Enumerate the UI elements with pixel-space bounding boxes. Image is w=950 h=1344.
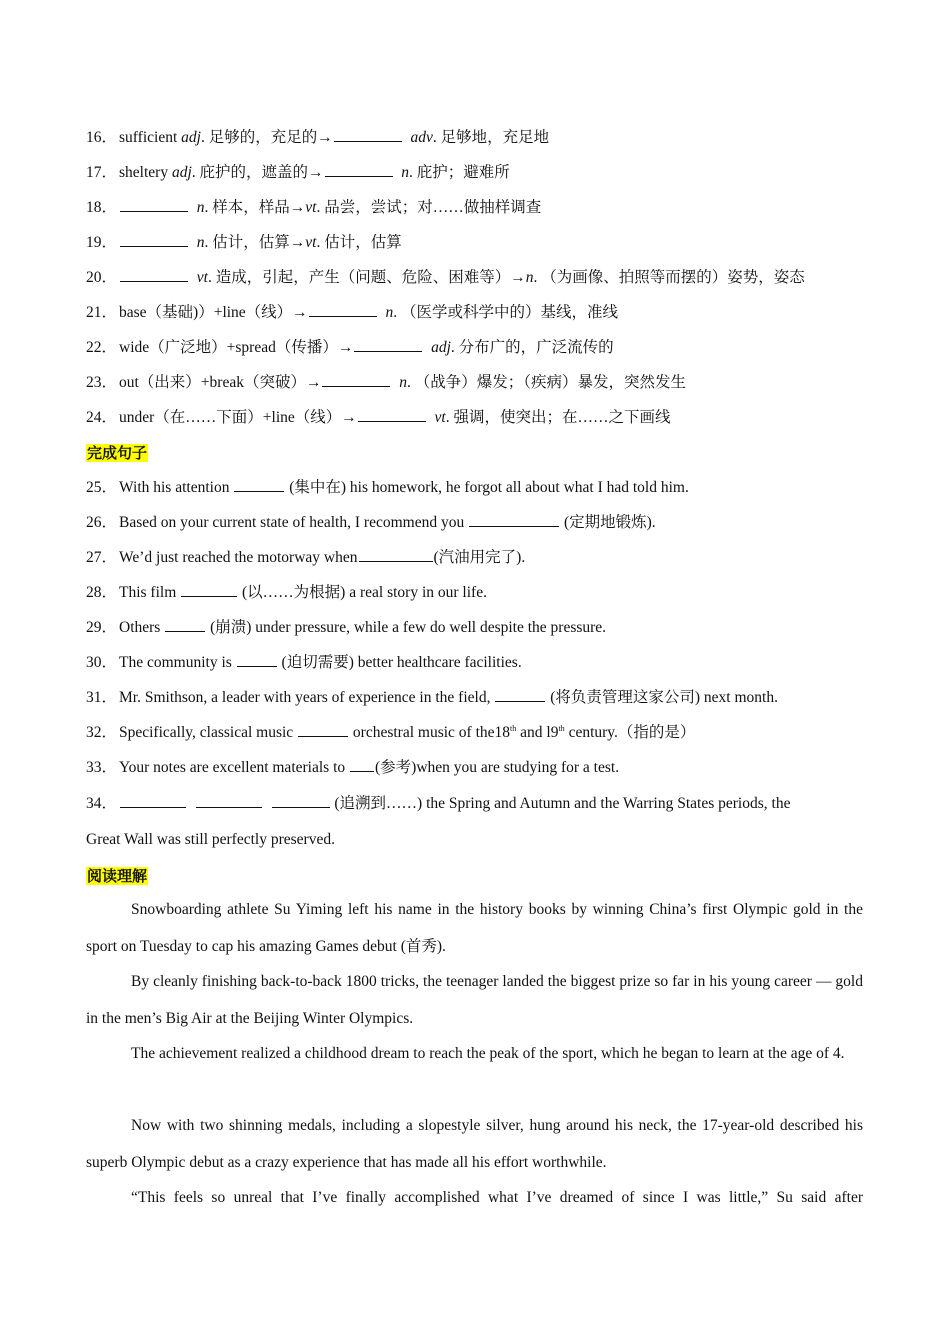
text: century.（指的是） [564,724,696,741]
text: . （为画像、拍照等而摆的）姿势，姿态 [533,269,805,286]
sentence-item-26 [86,512,862,533]
answer-blank[interactable] [120,267,188,282]
pos: adv [410,129,433,146]
pos: n [196,199,205,216]
vocab-item-17 [86,162,862,183]
answer-blank[interactable] [165,617,205,632]
reading-paragraph-1 [86,891,863,965]
item-number: 19． [86,234,118,251]
answer-blank[interactable] [237,652,277,667]
pos: n [401,164,410,181]
paragraph-text: The achievement realized a childhood dream to reach the peak of the sport, which he began to learn at the age of 4. [131,1045,845,1062]
answer-blank[interactable] [350,757,374,772]
text: This film [119,584,181,601]
answer-blank[interactable] [325,162,393,177]
text: Mr. Smithson, a leader with years of experience in the field, [119,689,495,706]
pos: adj [181,129,201,146]
vocab-item-21 [86,302,862,323]
text: Specifically, classical music [119,724,298,741]
text: . 分布广的，广泛流传的 [450,339,614,356]
text: sheltery [119,164,172,181]
answer-blank[interactable] [120,197,188,212]
answer-blank[interactable] [309,302,377,317]
sentence-item-30 [86,652,862,673]
text: . 样本，样品→ [204,199,306,216]
answer-blank[interactable] [181,582,237,597]
vocab-item-22 [86,337,862,358]
paragraph-text: “This feels so unreal that I’ve finally accomplished what I’ve dreamed of since I was little,” Su said after [131,1189,863,1206]
text: base（基础)）+line（线）→ [119,304,308,321]
text: . 足够地，充足地 [432,129,550,146]
text: (将负责管理这家公司) next month. [546,689,778,706]
vocab-item-16 [86,127,862,148]
item-number: 31． [86,689,118,706]
item-number: 28． [86,584,118,601]
item-number: 30． [86,654,118,671]
text: (定期地锻炼). [560,514,656,531]
pos: vt [305,234,317,251]
superscript: th [558,723,565,733]
pos: adj [171,164,192,181]
vocab-item-23 [86,372,862,393]
item-number: 26． [86,514,118,531]
text: The community is [119,654,236,671]
answer-blank[interactable] [120,232,188,247]
sentence-item-27 [86,547,862,568]
reading-paragraph-5 [86,1179,863,1216]
answer-blank[interactable] [334,127,402,142]
vocab-item-20 [86,267,862,288]
item-number: 29． [86,619,118,636]
pos: vt [434,409,446,426]
text: and l9 [516,724,559,741]
pos: n [525,269,534,286]
text: We’d just reached the motorway when [119,549,358,566]
sentence-item-32 [86,722,862,743]
text: sufficient [119,129,182,146]
answer-blank[interactable] [322,372,390,387]
text: . 强调，使突出；在……之下画线 [445,409,671,426]
item-number: 32． [86,724,118,741]
text: . （医学或科学中的）基线，准线 [393,304,618,321]
text: (迫切需要) better healthcare facilities. [277,654,522,671]
heading-text: 阅读理解 [87,867,148,885]
reading-paragraph-4 [86,1107,863,1181]
answer-blank[interactable] [272,793,330,808]
item-number: 24． [86,409,118,426]
answer-blank[interactable] [469,512,559,527]
pos: n [196,234,205,251]
answer-blank[interactable] [354,337,422,352]
vocab-item-19 [86,232,862,253]
item-number: 33． [86,759,118,776]
text: (以……为根据) a real story in our life. [238,584,487,601]
text: Others [119,619,165,636]
superscript: th [510,723,517,733]
pos: n [385,304,394,321]
answer-blank[interactable] [298,722,348,737]
text: . 庇护的，遮盖的→ [191,164,324,181]
text: Your notes are excellent materials to [119,759,349,776]
item-number: 27． [86,549,118,566]
text: (汽油用完了). [433,549,526,566]
item-number: 23． [86,374,118,391]
paragraph-text: Now with two shinning medals, including a slopestyle silver, hung around his neck, the 17-year-old described his superb Olympic debut as a crazy experience that has made all his effort worthwhile. [86,1117,863,1171]
text: out（出来）+break（突破）→ [119,374,322,391]
text: . 造成，引起，产生（问题、危险、困难等）→ [207,269,526,286]
text: Based on your current state of health, I recommend you [119,514,469,531]
text: With his attention [119,479,234,496]
pos: adj [431,339,451,356]
text: . 庇护；避难所 [409,164,510,181]
heading-text: 完成句子 [87,444,148,462]
sentence-item-25 [86,477,862,498]
reading-paragraph-2 [86,963,863,1037]
answer-blank[interactable] [358,407,426,422]
pos: n [399,374,407,391]
answer-blank[interactable] [359,547,433,562]
answer-blank[interactable] [234,477,284,492]
sentence-item-34-continued [86,830,862,850]
pos: vt [196,269,208,286]
pos: vt [305,199,317,216]
item-number: 22． [86,339,118,356]
item-number: 16． [86,129,118,146]
item-number: 20． [86,269,118,286]
vocab-item-24 [86,407,862,428]
text: under（在……下面）+line（线）→ [119,409,357,426]
item-number: 34． [86,795,118,812]
sentence-item-31 [86,687,862,708]
item-number: 25． [86,479,118,496]
text: Great Wall was still perfectly preserved. [86,831,335,848]
answer-blank[interactable] [196,793,262,808]
reading-paragraph-3 [86,1035,863,1072]
text: (崩溃) under pressure, while a few do well despite the pressure. [206,619,607,636]
text: (追溯到……) the Spring and Autumn and the Warring States periods, the [330,795,791,812]
text: . 品尝，尝试；对……做抽样调查 [316,199,542,216]
sentence-item-29 [86,617,862,638]
text: (参考)when you are studying for a test. [375,759,620,776]
vocab-item-18 [86,197,862,218]
paragraph-text: By cleanly finishing back-to-back 1800 tricks, the teenager landed the biggest prize so far in his young career — gold in the men’s Big Air at the Beijing Winter Olympics. [86,973,863,1027]
text: . 足够的，充足的→ [200,129,333,146]
text: wide（广泛地）+spread（传播）→ [119,339,354,356]
section-heading-sentences [86,443,148,463]
answer-blank[interactable] [120,793,186,808]
section-heading-reading [86,866,148,886]
item-number: 18． [86,199,118,216]
text: . 估计，估算→ [204,234,306,251]
text: orchestral music of the18 [349,724,511,741]
item-number: 17． [86,164,118,181]
paragraph-text: Snowboarding athlete Su Yiming left his name in the history books by winning China’s first Olympic gold in the sport on Tuesday to cap his amazing Games debut (首秀). [86,901,863,955]
text: . 估计，估算 [316,234,402,251]
text: (集中在) his homework, he forgot all about what I had told him. [285,479,689,496]
sentence-item-34 [86,793,862,814]
item-number: 21． [86,304,118,321]
sentence-item-33 [86,757,862,778]
text: . （战争）爆发；（疾病）暴发，突然发生 [406,374,686,391]
answer-blank[interactable] [495,687,545,702]
sentence-item-28 [86,582,862,603]
